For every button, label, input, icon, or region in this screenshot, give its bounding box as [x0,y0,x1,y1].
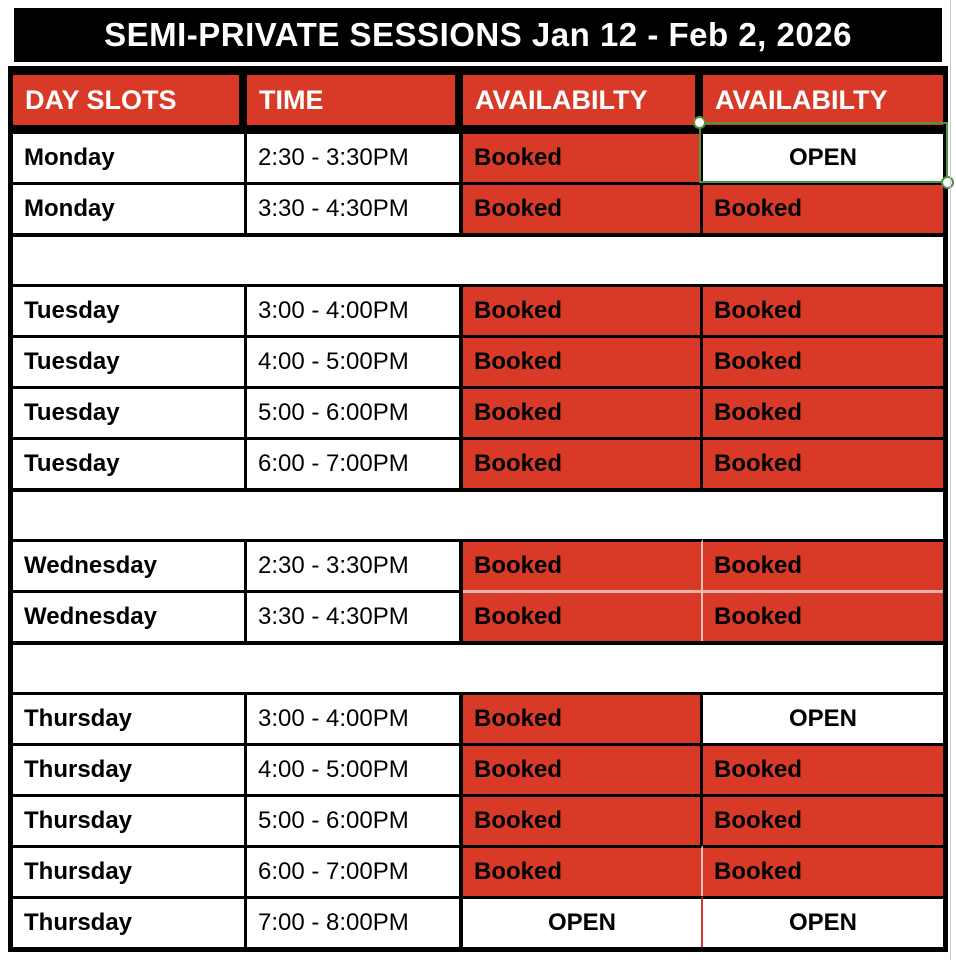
page-title: SEMI-PRIVATE SESSIONS Jan 12 - Feb 2, 2026 [14,8,942,62]
day-cell[interactable]: Monday [13,182,247,233]
time-cell[interactable]: 7:00 - 8:00PM [247,896,463,947]
day-cell[interactable]: Monday [13,131,247,182]
availability-cell[interactable]: Booked [463,845,703,896]
availability-cell[interactable]: OPEN [463,896,703,947]
table-row [13,794,943,845]
day-cell[interactable]: Wednesday [13,590,247,641]
blank-cell[interactable] [13,488,943,539]
availability-cell[interactable]: Booked [703,845,943,896]
day-cell[interactable]: Thursday [13,845,247,896]
availability-cell[interactable]: Booked [703,335,943,386]
table-row [13,845,943,896]
time-cell[interactable]: 3:30 - 4:30PM [247,182,463,233]
availability-cell[interactable]: Booked [703,539,943,590]
time-cell[interactable]: 4:00 - 5:00PM [247,743,463,794]
time-cell[interactable]: 3:00 - 4:00PM [247,692,463,743]
availability-cell[interactable]: Booked [463,131,703,182]
availability-cell[interactable]: Booked [703,386,943,437]
availability-cell[interactable]: Booked [463,590,703,641]
table-row [13,131,943,182]
availability-cell[interactable]: Booked [463,437,703,488]
column-header-availability-2[interactable]: AVAILABILTY [703,75,943,125]
table-row [13,539,943,590]
availability-cell[interactable]: Booked [703,284,943,335]
table-row [13,284,943,335]
blank-cell[interactable] [13,233,943,284]
time-cell[interactable]: 5:00 - 6:00PM [247,386,463,437]
availability-cell[interactable]: Booked [463,743,703,794]
time-cell[interactable]: 6:00 - 7:00PM [247,845,463,896]
availability-cell[interactable]: Booked [463,182,703,233]
day-cell[interactable]: Tuesday [13,284,247,335]
day-cell[interactable]: Wednesday [13,539,247,590]
window-edge-line [950,0,951,960]
time-cell[interactable]: 3:00 - 4:00PM [247,284,463,335]
day-cell[interactable]: Tuesday [13,437,247,488]
availability-cell[interactable]: Booked [463,386,703,437]
table-row [13,692,943,743]
day-cell[interactable]: Thursday [13,794,247,845]
time-cell[interactable]: 6:00 - 7:00PM [247,437,463,488]
availability-cell[interactable]: Booked [703,182,943,233]
column-header-availability-1[interactable]: AVAILABILTY [463,75,695,125]
day-cell[interactable]: Thursday [13,896,247,947]
day-cell[interactable]: Thursday [13,743,247,794]
availability-cell[interactable]: Booked [703,437,943,488]
table-row [13,896,943,947]
availability-cell[interactable]: Booked [703,590,943,641]
time-cell[interactable]: 2:30 - 3:30PM [247,539,463,590]
column-header-time[interactable]: TIME [247,75,455,125]
spacer-row [13,488,943,539]
availability-cell[interactable]: Booked [463,335,703,386]
selection-handle-top-left[interactable] [693,116,706,129]
time-cell[interactable]: 3:30 - 4:30PM [247,590,463,641]
spacer-row [13,233,943,284]
spacer-row [13,641,943,692]
table-row [13,386,943,437]
column-header-day-slots[interactable]: DAY SLOTS [13,75,239,125]
availability-cell[interactable]: Booked [703,794,943,845]
availability-cell[interactable]: Booked [463,539,703,590]
day-cell[interactable]: Thursday [13,692,247,743]
table-row [13,437,943,488]
time-cell[interactable]: 4:00 - 5:00PM [247,335,463,386]
selection-handle-bottom-right[interactable] [941,176,954,189]
availability-cell[interactable]: Booked [463,794,703,845]
availability-cell[interactable]: Booked [463,692,703,743]
blank-cell[interactable] [13,641,943,692]
day-cell[interactable]: Tuesday [13,386,247,437]
sessions-table [8,66,948,952]
day-cell[interactable]: Tuesday [13,335,247,386]
table-row [13,590,943,641]
availability-cell[interactable]: OPEN [703,896,943,947]
availability-cell-selected[interactable]: OPEN [703,131,943,182]
availability-cell[interactable]: Booked [703,743,943,794]
table-row [13,182,943,233]
table-row [13,743,943,794]
availability-cell[interactable]: Booked [463,284,703,335]
time-cell[interactable]: 2:30 - 3:30PM [247,131,463,182]
table-header-row [13,71,943,131]
time-cell[interactable]: 5:00 - 6:00PM [247,794,463,845]
table-row [13,335,943,386]
availability-cell[interactable]: OPEN [703,692,943,743]
